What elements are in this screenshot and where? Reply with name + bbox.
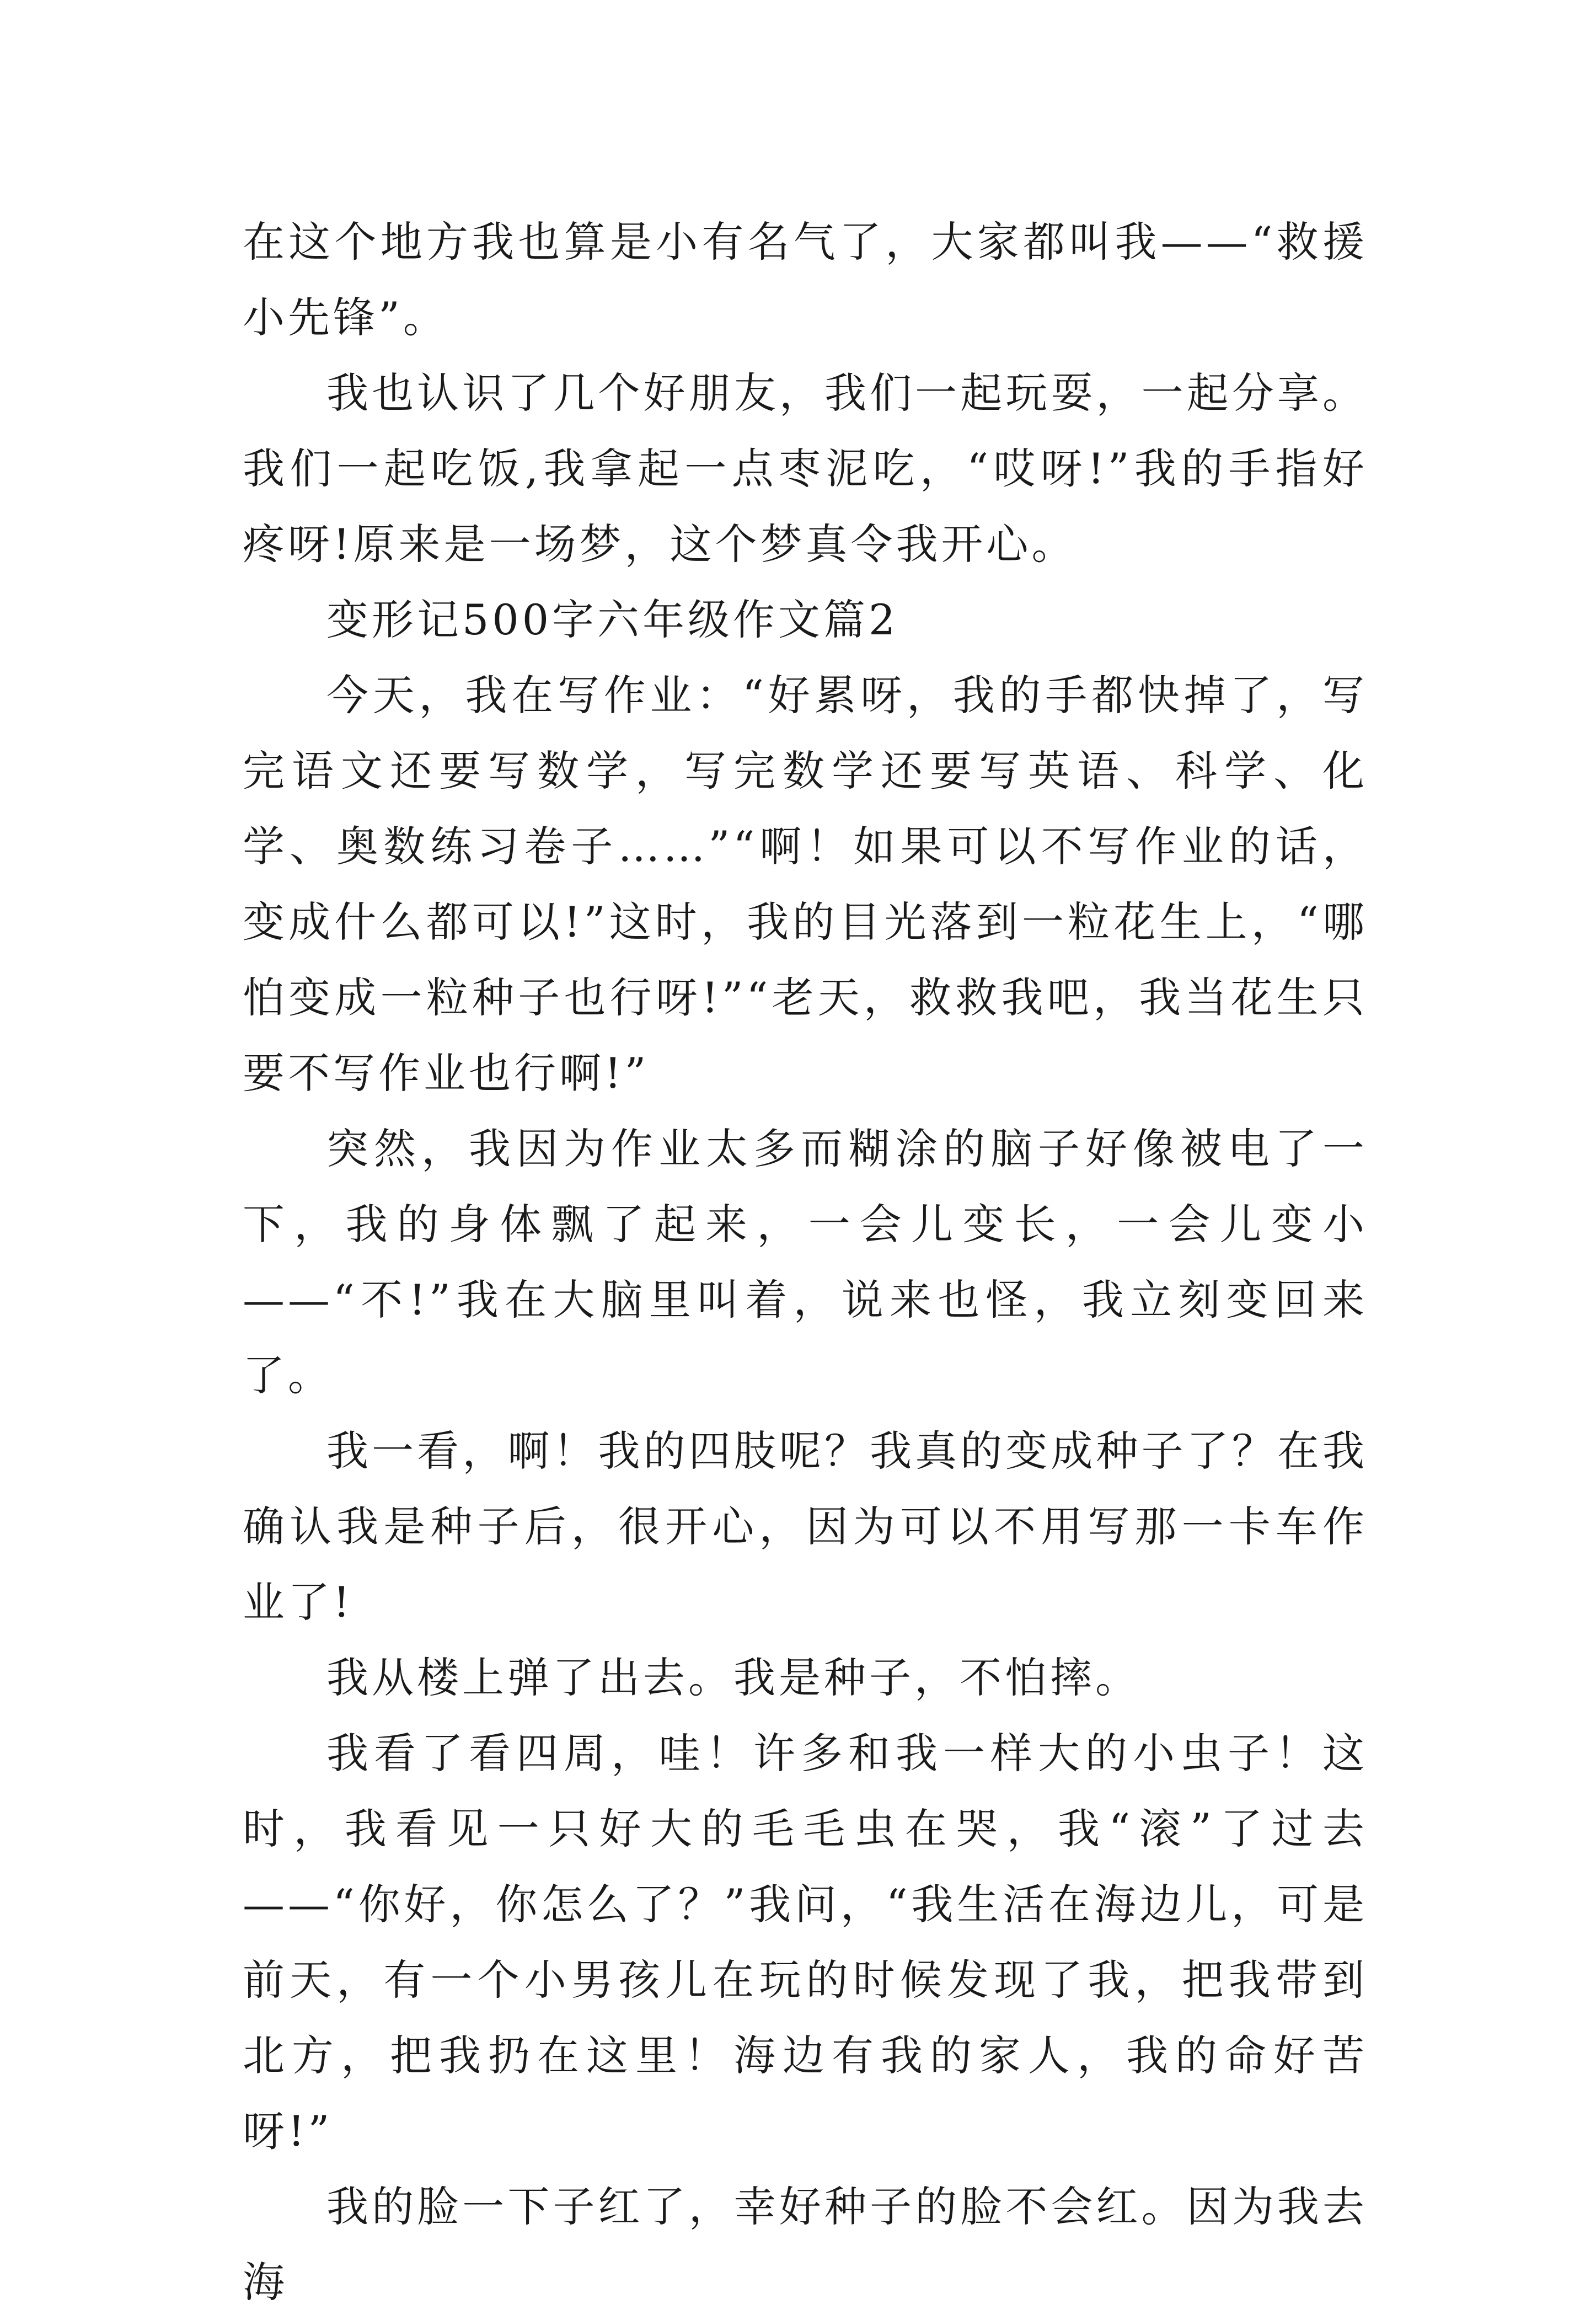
section-heading: 变形记500字六年级作文篇2 xyxy=(326,595,899,644)
paragraph-8: 我的脸一下子红了，幸好种子的脸不会红。因为我去海 xyxy=(243,2182,1368,2307)
paragraph-4: 突然，我因为作业太多而糊涂的脑子好像被电了一下，我的身体飘了起来，一会儿变长，一会儿变小——“不!”我在大脑里叫着，说来也怪，我立刻变回来了。 xyxy=(243,1124,1368,1400)
paragraph-5: 我一看，啊！我的四肢呢？我真的变成种子了？在我确认我是种子后，很开心，因为可以不用写那一卡车作业了! xyxy=(243,1426,1368,1627)
document-body xyxy=(243,204,1368,2320)
paragraph-1: 在这个地方我也算是小有名气了，大家都叫我——“救援小先锋”。 xyxy=(243,217,1368,342)
paragraph-6: 我从楼上弹了出去。我是种子，不怕摔。 xyxy=(326,1653,1140,1702)
paragraph-7: 我看了看四周，哇！许多和我一样大的小虫子！这时，我看见一只好大的毛毛虫在哭，我“滚”了过去——“你好，你怎么了？”我问，“我生活在海边儿，可是前天，有一个小男孩儿在玩的时候发现了我，把我带到北方，把我扔在这里！海边有我的家人，我的命好苦呀!” xyxy=(243,1729,1368,2156)
paragraph-3: 今天，我在写作业：“好累呀，我的手都快掉了，写完语文还要写数学，写完数学还要写英语、科学、化学、奥数练习卷子……”“啊！如果可以不写作业的话，变成什么都可以!”这时，我的目光落到一粒花生上，“哪怕变成一粒种子也行呀!”“老天，救救我吧，我当花生只要不写作业也行啊!” xyxy=(243,671,1368,1098)
paragraph-2: 我也认识了几个好朋友，我们一起玩耍，一起分享。我们一起吃饭,我拿起一点枣泥吃，“哎呀!”我的手指好疼呀!原来是一场梦，这个梦真令我开心。 xyxy=(243,368,1368,569)
